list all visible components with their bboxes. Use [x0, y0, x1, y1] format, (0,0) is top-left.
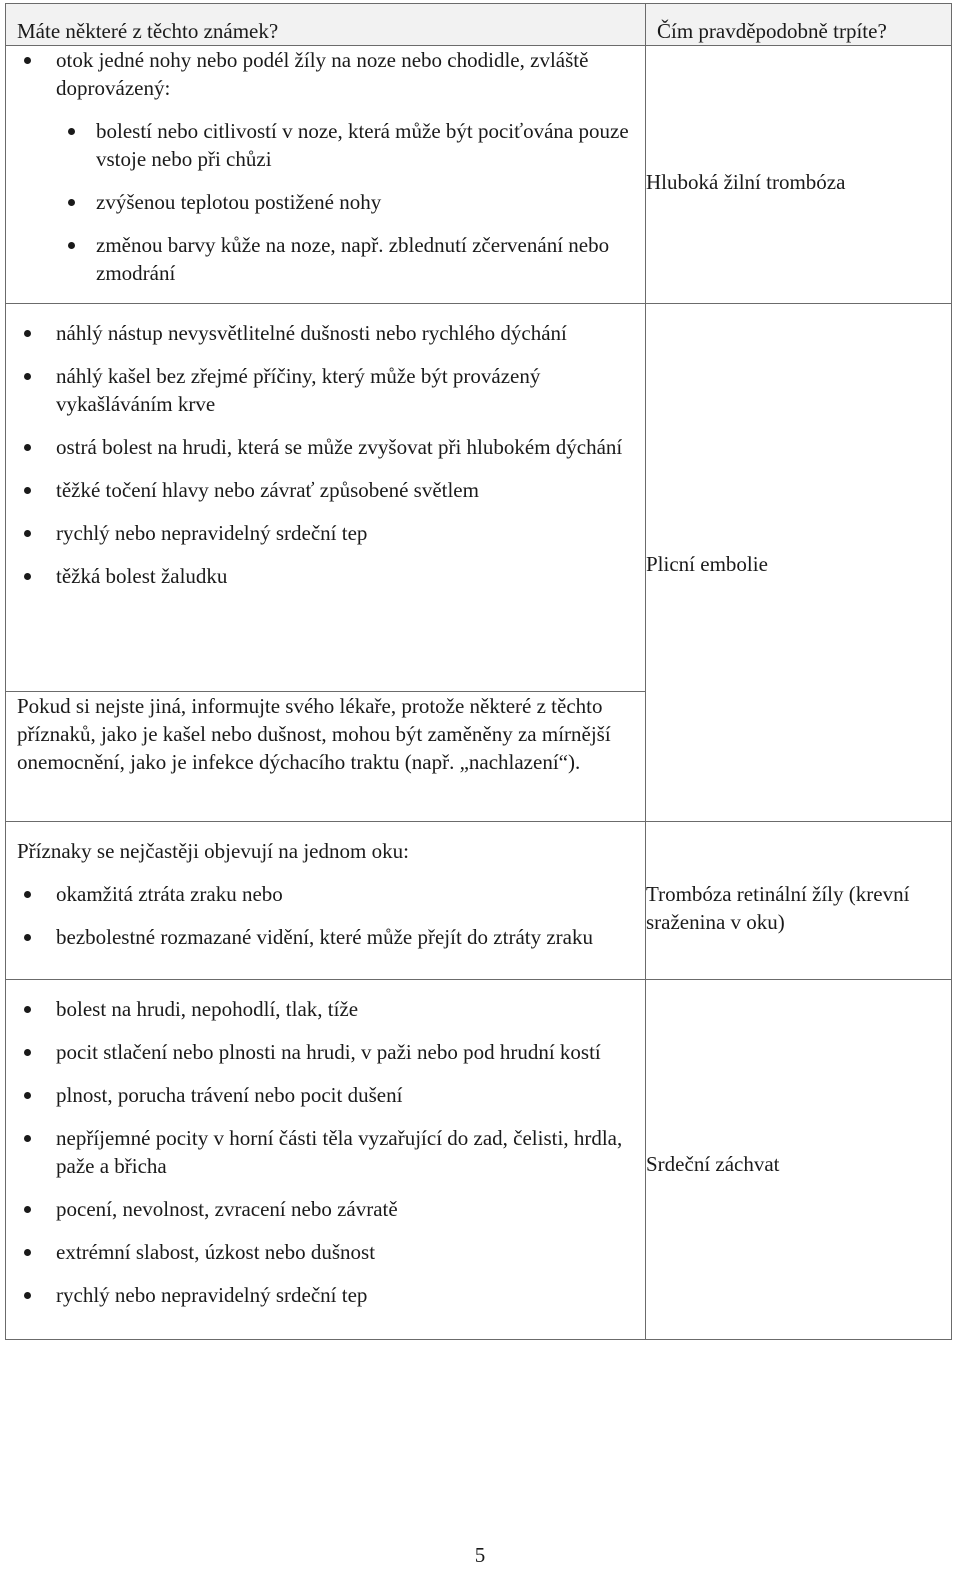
diagnosis-cell-eye — [646, 822, 952, 980]
note-paragraph: Pokud si nejste jiná, informujte svého lékaře, protože některé z těchto příznaků, jako je kašel nebo dušnost, mohou být zaměněny za mírnější onemocnění, jako je infekce dýchacího traktu (např. „nachlazení“). — [17, 694, 611, 774]
list-item: nepříjemné pocity v horní části těla vyzařující do zad, čelisti, hrdla, paže a břicha — [6, 1124, 645, 1180]
diagnosis-cell-heart — [646, 980, 952, 1340]
list-item — [6, 46, 645, 287]
symptoms-cell-dvt — [6, 46, 646, 304]
list-item: bolestí nebo citlivostí v noze, která může být pociťována pouze vstoje nebo při chůzi — [56, 117, 637, 173]
list-item: rychlý nebo nepravidelný srdeční tep — [6, 519, 645, 547]
header-symptoms: Máte některé z těchto známek? — [17, 19, 279, 43]
list-item: zvýšenou teplotou postižené nohy — [56, 188, 637, 216]
list-item: náhlý kašel bez zřejmé příčiny, který může být provázený vykašláváním krve — [6, 362, 645, 418]
table-header-row — [6, 4, 952, 46]
eye-intro: Příznaky se nejčastěji objevují na jednom oku: — [17, 839, 409, 863]
header-symptoms-cell — [6, 4, 646, 46]
table-row-dvt — [6, 46, 952, 304]
list-item: bolest na hrudi, nepohodlí, tlak, tíže — [6, 995, 645, 1023]
list-item: pocit stlačení nebo plnosti na hrudi, v paži nebo pod hrudní kostí — [6, 1038, 645, 1066]
header-diagnosis: Čím pravděpodobně trpíte? — [657, 19, 887, 43]
header-diagnosis-cell — [646, 4, 952, 46]
list-item: rychlý nebo nepravidelný srdeční tep — [6, 1281, 645, 1309]
symptom-list-pe — [6, 319, 645, 590]
note-cell — [6, 692, 646, 822]
list-item: okamžitá ztráta zraku nebo — [6, 880, 645, 908]
table-row-heart — [6, 980, 952, 1340]
list-item: těžké točení hlavy nebo závrať způsobené světlem — [6, 476, 645, 504]
diagnosis-dvt: Hluboká žilní trombóza — [646, 170, 846, 194]
symptom-sublist-dvt — [56, 117, 637, 287]
diagnosis-cell-dvt — [646, 46, 952, 304]
diagnosis-cell-pe — [646, 304, 952, 822]
symptom-text: otok jedné nohy nebo podél žíly na noze nebo chodidle, zvláště doprovázený: — [56, 48, 589, 100]
table-row-pe — [6, 304, 952, 692]
page-number: 5 — [474, 1543, 486, 1567]
symptoms-cell-heart — [6, 980, 646, 1340]
symptoms-table — [5, 3, 952, 1340]
list-item: těžká bolest žaludku — [6, 562, 645, 590]
symptom-list-dvt — [6, 46, 645, 287]
list-item: pocení, nevolnost, zvracení nebo závratě — [6, 1195, 645, 1223]
diagnosis-heart: Srdeční záchvat — [646, 1152, 780, 1176]
list-item: ostrá bolest na hrudi, která se může zvyšovat při hlubokém dýchání — [6, 433, 645, 461]
symptom-list-eye — [6, 880, 645, 951]
diagnosis-eye: Trombóza retinální žíly (krevní sraženina v oku) — [646, 882, 910, 934]
list-item: náhlý nástup nevysvětlitelné dušnosti nebo rychlého dýchání — [6, 319, 645, 347]
diagnosis-pe: Plicní embolie — [646, 552, 768, 576]
list-item: plnost, porucha trávení nebo pocit dušení — [6, 1081, 645, 1109]
list-item: změnou barvy kůže na noze, např. zblednutí zčervenání nebo zmodrání — [56, 231, 637, 287]
list-item: bezbolestné rozmazané vidění, které může přejít do ztráty zraku — [6, 923, 645, 951]
table-row-eye — [6, 822, 952, 980]
symptoms-cell-pe — [6, 304, 646, 692]
symptoms-cell-eye — [6, 822, 646, 980]
list-item: extrémní slabost, úzkost nebo dušnost — [6, 1238, 645, 1266]
symptom-list-heart — [6, 995, 645, 1309]
